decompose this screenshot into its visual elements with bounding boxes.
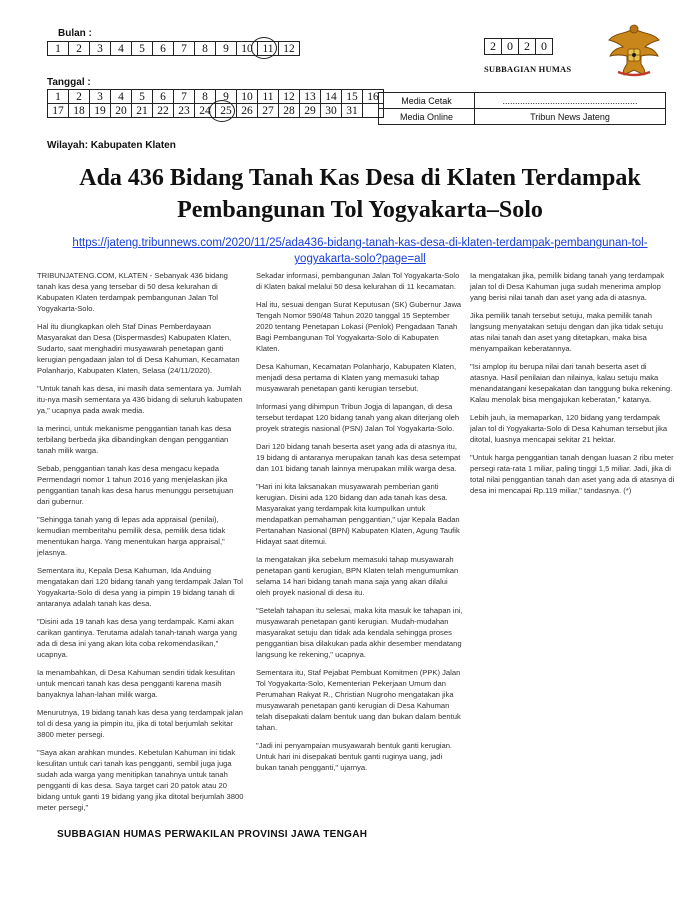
date-cell: 14: [321, 90, 342, 104]
date-cell: 12: [279, 90, 300, 104]
article-column-1: [37, 270, 244, 820]
date-cell: 17: [48, 104, 69, 118]
article-paragraph: Sementara itu, Kepala Desa Kahuman, Ida Anduing mengatakan dari 120 bidang tanah yang terdampak Jalan Tol Yogyakarta-Solo di desa yang ia pimpin 19 bidang tanah di antaranya adalah tanah kas desa.: [37, 566, 243, 608]
garuda-emblem-icon: [606, 20, 662, 78]
month-cell: 5: [132, 42, 153, 56]
bulan-label: Bulan :: [58, 28, 92, 39]
article-paragraph: "Untuk harga penggantian tanah dengan luasan 2 ribu meter persegi rata-rata 1 miliar, paling tinggi 1,5 miliar. Jadi, jika di total nilai penggantian tanah dan aset yang ada di atasnya di desa ini mencapai Rp.119 miliar," tandasnya. (*): [470, 453, 675, 495]
media-cetak-label: Media Cetak: [379, 93, 475, 109]
month-cell: 4: [111, 42, 132, 56]
headline-line-1: Ada 436 Bidang Tanah Kas Desa di Klaten Terdampak: [79, 165, 641, 191]
month-cell: 12: [279, 42, 300, 56]
date-cell: 6: [153, 90, 174, 104]
article-paragraph: "Untuk tanah kas desa, ini masih data sementara ya. Jumlah itu-nya masih sementara ya 436 bidang di seluruh kabupaten ya," ucapnya pada awak media.: [37, 384, 243, 415]
date-cell: 1: [48, 90, 69, 104]
month-cell: 2: [69, 42, 90, 56]
article-paragraph: Ia mengatakan jika, pemilik bidang tanah yang terdampak jalan tol di Desa Kahuman juga sudah menerima amplop yang berisi nilai tanah dan aset yang ada di atasnya.: [470, 271, 665, 302]
article-paragraph: Informasi yang dihimpun Tribun Jogja di lapangan, di desa tersebut terdapat 120 bidang tanah yang akan diterjang oleh proyek strategis nasional (PSN) Jalan Tol Yogyakarta-Solo.: [256, 402, 460, 433]
article-paragraph: Sebab, penggantian tanah kas desa mengacu kepada Permendagri nomor 1 tahun 2016 yang menjelaskan jika penggantian tanah kas desa harus menunggu persetujuan dari gubernur.: [37, 464, 234, 506]
wilayah-label: Wilayah: Kabupaten Klaten: [47, 140, 176, 151]
date-cell: 25: [216, 104, 237, 118]
date-cell: 16: [363, 90, 384, 104]
article-headline: [40, 162, 680, 226]
month-cell: 10: [237, 42, 258, 56]
article-paragraph: "Disini ada 19 tanah kas desa yang terdampak. Kami akan carikan gantinya. Terutama adalah tanah-tanah warga yang ada di desa ini yang akan kita coba rekomendasikan," ucapnya.: [37, 617, 237, 659]
tanggal-label: Tanggal :: [47, 77, 91, 88]
date-cell: 26: [237, 104, 258, 118]
article-paragraph: Lebih jauh, ia memaparkan, 120 bidang yang terdampak jalan tol di Yogyakarta-Solo di Desa Kahuman tersebut jika ditotal, luasnya mencapai sekitar 21 hektar.: [470, 413, 668, 444]
date-cell: 29: [300, 104, 321, 118]
article-paragraph: Ia mengatakan jika sebelum memasuki tahap musyawarah penetapan ganti kerugian, BPN Klaten telah mengumumkan selama 14 hari bidang tanah mana saja yang akan dilalui oleh proyek nasional di desa itu.: [256, 555, 459, 597]
article-paragraph: "Jadi ini penyampaian musyawarah bentuk ganti kerugian. Untuk hari ini disepakati bentuk ganti ruginya uang, jadi bukan tanah pengganti," ujarnya.: [256, 741, 453, 772]
article-paragraph: "Saya akan arahkan mundes. Kebetulan Kahuman ini tidak kesulitan untuk cari tanah kas pengganti, sembil juga juga sudah ada warga yang menitipkan tanahnya untuk tanah pengganti di kas desa. Saya target cari 20 patok atau 20 bidang untuk ganti 19 bidang yang jika ditotal berjumlah 3800 meter persegi,": [37, 748, 244, 812]
date-cell: 31: [342, 104, 363, 118]
headline-line-2: Pembangunan Tol Yogyakarta–Solo: [177, 197, 543, 223]
article-paragraph: Hal itu diungkapkan oleh Staf Dinas Pemberdayaan Masyarakat dan Desa (Dispermasdes) Kabupaten Klaten, Sudarto, saat menghadiri musyawarah penetapan ganti kerugian pengadaan jalan tol di Desa Kahuman, Kecamatan Polanharjo, Kabupaten Klaten, Selasa (24/11/2020).: [37, 322, 240, 375]
month-grid: [47, 41, 300, 56]
date-cell: 10: [237, 90, 258, 104]
date-cell: 22: [153, 104, 174, 118]
date-cell: 24: [195, 104, 216, 118]
date-cell: 4: [111, 90, 132, 104]
month-cell: 8: [195, 42, 216, 56]
article-paragraph: Ia menambahkan, di Desa Kahuman sendiri tidak kesulitan untuk mencari tanah kas desa pengganti karena masih banyaknya lahan-lahan milik warga.: [37, 668, 235, 699]
article-paragraph: Desa Kahuman, Kecamatan Polanharjo, Kabupaten Klaten, menjadi desa pertama di Klaten yang memasuki tahap musyawarah penetapan ganti kerugian tersebut.: [256, 362, 457, 393]
date-cell: 13: [300, 90, 321, 104]
date-cell: 11: [258, 90, 279, 104]
year-digit-box: 0: [502, 39, 519, 55]
article-paragraph: TRIBUNJATENG.COM, KLATEN - Sebanyak 436 bidang tanah kas desa yang tersebar di 50 desa kelurahan di Kabupaten Klaten terdampak pembangunan Jalan Tol Yogyakarta-Solo.: [37, 271, 228, 313]
article-paragraph: Sementara itu, Staf Pejabat Pembuat Komitmen (PPK) Jalan Tol Yogyakarta-Solo, Kementerian Pekerjaan Umum dan Perumahan Rakyat R., Christian Nugroho mengatakan jika musyawarah penetapan ganti kerugian di Desa Kahuman telah disepakati dalam bentuk uang dan bukan dalam bentuk tahan.: [256, 668, 461, 732]
date-cell: 27: [258, 104, 279, 118]
media-cetak-value: ......................................................: [475, 93, 666, 109]
date-cell: 23: [174, 104, 195, 118]
article-paragraph: Jika pemilik tanah tersebut setuju, maka pemilik tanah langsung menyatakan setuju dengan dan jika tidak setuju atas nilai tanah dan aset yang ditetapkan, maka bisa menyampaikan keberatannya.: [470, 311, 663, 353]
date-cell: 21: [132, 104, 153, 118]
month-cell: 11: [258, 42, 279, 56]
article-paragraph: "Isi amplop itu berupa nilai dari tanah beserta aset di atasnya. Hasil penilaian dan nilainya, kalau setuju maka menandatangani kesepakatan dan tanggung buka rekening. Kalau menolak bisa mengajukan keberatan," katanya.: [470, 362, 673, 404]
article-column-3: [470, 270, 677, 503]
article-paragraph: Hal itu, sesuai dengan Surat Keputusan (SK) Gubernur Jawa Tengah Nomor 590/48 Tahun 2020 tanggal 15 September 2020 tentang Penetapan Lokasi (Penlok) Pengadaan Tanah Bagi Pembangunan Tol Yogyakarta-Solo di Kabupaten Klaten.: [256, 300, 462, 353]
year-digit-box: 2: [485, 39, 502, 55]
month-cell: 6: [153, 42, 174, 56]
media-online-value: Tribun News Jateng: [475, 109, 666, 125]
article-paragraph: Sekadar informasi, pembangunan Jalan Tol Yogyakarta-Solo di Klaten bakal melalui 50 desa kelurahan di 11 kecamatan.: [256, 271, 460, 291]
article-paragraph: "Hari ini kita laksanakan musyawarah pemberian ganti kerugian. Disini ada 120 bidang dan ada tanah kas desa. Masyarakat yang terdampak kita kumpulkan untuk mendapatkan pemahaman penggantian," ujar Kepala Badan Pertanahan Nasional (BPN) Kabupaten Klaten, Agung Taufik Hidayat saat ditemui.: [256, 482, 460, 546]
article-paragraph: "Sehingga tanah yang di lepas ada appraisal (penilai), kemudian memberitahu pemilik desa, pemilik desa tidak menentukan harga. Yang menentukan harga appraisal," jelasnya.: [37, 515, 226, 557]
month-cell: 7: [174, 42, 195, 56]
date-cell: 18: [69, 104, 90, 118]
article-column-2: [256, 270, 463, 780]
article-paragraph: "Setelah tahapan itu selesai, maka kita masuk ke tahapan ini, musyawarah penetapan ganti kerugian. Mudah-mudahan masyarakat setuju dan tidak ada kendala sehingga proses penggantian bisa dilakukan pada akhir desember mendatang langsung ke rekening," ucapnya.: [256, 606, 463, 659]
department-name: SUBBAGIAN HUMAS: [484, 64, 572, 74]
media-online-label: Media Online: [379, 109, 475, 125]
article-url-link[interactable]: [40, 235, 680, 267]
url-line-1[interactable]: https://jateng.tribunnews.com/2020/11/25/ada436-bidang-tanah-kas-desa-di-klaten-terdampak-pembangunan-tol-: [72, 237, 648, 249]
month-cell: 3: [90, 42, 111, 56]
date-grid: [47, 89, 384, 118]
date-cell: 8: [195, 90, 216, 104]
date-cell: 9: [216, 90, 237, 104]
date-cell: 19: [90, 104, 111, 118]
month-cell: 9: [216, 42, 237, 56]
article-paragraph: Menurutnya, 19 bidang tanah kas desa yang terdampak jalan tol di desa yang ia pimpin itu, jika di total berjumlah sekitar 3800 meter persegi.: [37, 708, 244, 739]
footer-department: SUBBAGIAN HUMAS PERWAKILAN PROVINSI JAWA TENGAH: [57, 829, 368, 840]
article-paragraph: Dari 120 bidang tanah beserta aset yang ada di atasnya itu, 19 bidang di antaranya merupakan tanah kas desa setempat dan 101 bidang tanah lainnya merupakan milik warga desa.: [256, 442, 461, 473]
article-paragraph: Ia merinci, untuk mekanisme penggantian tanah kas desa terbilang berbeda jika dibandingkan dengan penggantian tanah milik warga.: [37, 424, 232, 455]
date-cell: 15: [342, 90, 363, 104]
date-cell: 2: [69, 90, 90, 104]
media-table: [378, 92, 666, 125]
date-cell: 28: [279, 104, 300, 118]
year-digit-box: 0: [536, 39, 553, 55]
url-line-2[interactable]: yogyakarta-solo?page=all: [294, 253, 426, 265]
year-boxes: [484, 38, 553, 55]
date-cell: 3: [90, 90, 111, 104]
date-cell: 5: [132, 90, 153, 104]
date-cell: 20: [111, 104, 132, 118]
date-cell: 30: [321, 104, 342, 118]
month-cell: 1: [48, 42, 69, 56]
year-digit-box: 2: [519, 39, 536, 55]
date-cell: 7: [174, 90, 195, 104]
